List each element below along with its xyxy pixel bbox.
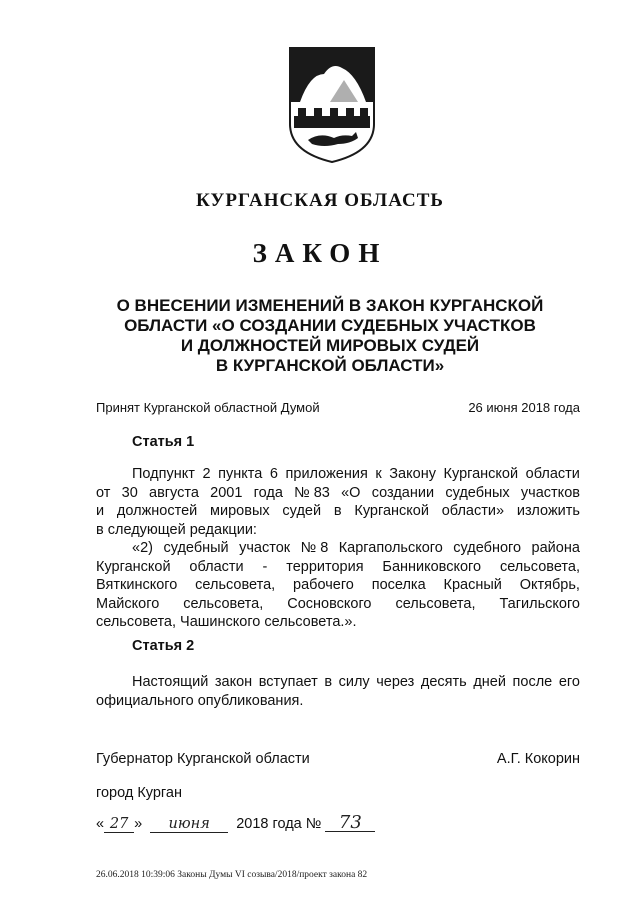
word: участков bbox=[520, 484, 580, 501]
word: «2) bbox=[132, 540, 153, 556]
word: - bbox=[262, 558, 268, 575]
word: 2001 bbox=[210, 484, 243, 501]
coat-of-arms-emblem bbox=[286, 44, 378, 166]
word: после bbox=[512, 674, 553, 690]
word: № 83 bbox=[294, 484, 330, 501]
law-subject bbox=[80, 296, 580, 376]
word: Закону bbox=[389, 466, 436, 482]
subject-line: В КУРГАНСКОЙ ОБЛАСТИ» bbox=[215, 356, 445, 375]
text-line bbox=[96, 673, 580, 692]
word: судей bbox=[282, 503, 322, 519]
word: Настоящий bbox=[132, 674, 209, 690]
close-quote: » bbox=[134, 816, 143, 832]
subject-line: О ВНЕСЕНИИ ИЗМЕНЕНИЙ В ЗАКОН КУРГАНСКОЙ bbox=[116, 296, 544, 315]
text-line: официального опубликования. bbox=[96, 692, 304, 709]
governor-title: Губернатор Курганской области bbox=[96, 751, 310, 767]
word: судебный bbox=[163, 540, 229, 556]
document-title: ЗАКОН bbox=[252, 238, 388, 268]
year-and-number-label: 2018 года № bbox=[236, 816, 322, 832]
word: № 8 bbox=[300, 540, 329, 556]
file-footer: 26.06.2018 10:39:06 Законы Думы VI созыва/2018/проект закона 82 bbox=[96, 870, 368, 880]
handwritten-law-number: 73 bbox=[325, 815, 375, 832]
word: должностей bbox=[116, 503, 198, 519]
word: Каргапольского bbox=[338, 540, 443, 556]
handwritten-day: 27 bbox=[104, 816, 134, 833]
word: августа bbox=[149, 484, 199, 501]
word: изложить bbox=[516, 503, 580, 519]
word: в bbox=[324, 674, 333, 690]
word: Курганской bbox=[354, 503, 429, 519]
word: его bbox=[558, 674, 580, 690]
word: от bbox=[96, 484, 111, 501]
word: и bbox=[96, 503, 105, 519]
region-heading: КУРГАНСКАЯ ОБЛАСТЬ bbox=[196, 190, 444, 211]
word: «О bbox=[341, 484, 361, 501]
word: 30 bbox=[121, 484, 138, 501]
word: Тагильского bbox=[499, 595, 580, 612]
word: рабочего bbox=[293, 577, 354, 593]
word: пункта bbox=[218, 466, 263, 482]
word: Курганской bbox=[96, 558, 171, 575]
word: области» bbox=[441, 503, 505, 519]
word: Октябрь, bbox=[519, 577, 580, 593]
subject-line: И ДОЛЖНОСТЕЙ МИРОВЫХ СУДЕЙ bbox=[180, 336, 480, 355]
text-line bbox=[96, 558, 580, 577]
handwritten-month: июня bbox=[150, 816, 228, 833]
word: мировых bbox=[210, 503, 270, 519]
adoption-date: 26 июня 2018 года bbox=[468, 400, 580, 415]
text-line bbox=[96, 595, 580, 614]
word: области bbox=[189, 558, 244, 575]
word: закон bbox=[214, 674, 253, 690]
text-line bbox=[96, 465, 580, 484]
word: судебных bbox=[445, 484, 510, 501]
word: Подпункт bbox=[132, 466, 195, 482]
word: 6 bbox=[269, 466, 278, 482]
governor-name: А.Г. Кокорин bbox=[496, 751, 580, 767]
word: приложения bbox=[285, 466, 368, 482]
word: десять bbox=[420, 674, 467, 690]
word: Красный bbox=[443, 577, 502, 593]
word: участок bbox=[239, 540, 291, 556]
city: город Курган bbox=[96, 785, 182, 801]
text-line bbox=[96, 484, 580, 503]
word: сельсовета, bbox=[395, 595, 476, 612]
word: Вяткинского bbox=[96, 577, 178, 593]
word: силу bbox=[338, 674, 370, 690]
word: через bbox=[376, 674, 415, 690]
word: области bbox=[525, 466, 580, 482]
open-quote: « bbox=[96, 816, 105, 832]
text-line bbox=[96, 576, 580, 595]
article-2-paragraph bbox=[96, 673, 580, 710]
word: сельсовета, bbox=[195, 577, 276, 593]
adoption-authority: Принят Курганской областной Думой bbox=[96, 400, 320, 415]
word: дней bbox=[473, 674, 506, 690]
word: Майского bbox=[96, 595, 160, 612]
text-line bbox=[96, 502, 580, 521]
word: 2 bbox=[202, 466, 211, 482]
word: территория bbox=[286, 558, 364, 575]
subject-line: ОБЛАСТИ «О СОЗДАНИИ СУДЕБНЫХ УЧАСТКОВ bbox=[124, 316, 536, 335]
word: судебного bbox=[453, 540, 522, 556]
word: в bbox=[333, 503, 342, 519]
word: Банниковского bbox=[382, 558, 482, 575]
signing-dateline bbox=[96, 812, 375, 833]
word: создании bbox=[371, 484, 435, 501]
word: района bbox=[531, 540, 580, 556]
text-line bbox=[96, 539, 580, 558]
word: сельсовета, bbox=[499, 558, 580, 575]
text-line: сельсовета, Чашинского сельсовета.». bbox=[96, 614, 357, 630]
text-line: в следующей редакции: bbox=[96, 521, 257, 538]
word: Сосновского bbox=[287, 595, 372, 612]
word: поселка bbox=[371, 577, 426, 593]
article-1-heading: Статья 1 bbox=[132, 434, 195, 450]
article-1-paragraph-1 bbox=[96, 465, 580, 632]
word: к bbox=[375, 466, 382, 482]
word: сельсовета, bbox=[183, 595, 264, 612]
word: года bbox=[253, 484, 283, 501]
word: Курганской bbox=[443, 466, 519, 482]
word: вступает bbox=[258, 674, 318, 690]
article-2-heading: Статья 2 bbox=[132, 638, 195, 654]
